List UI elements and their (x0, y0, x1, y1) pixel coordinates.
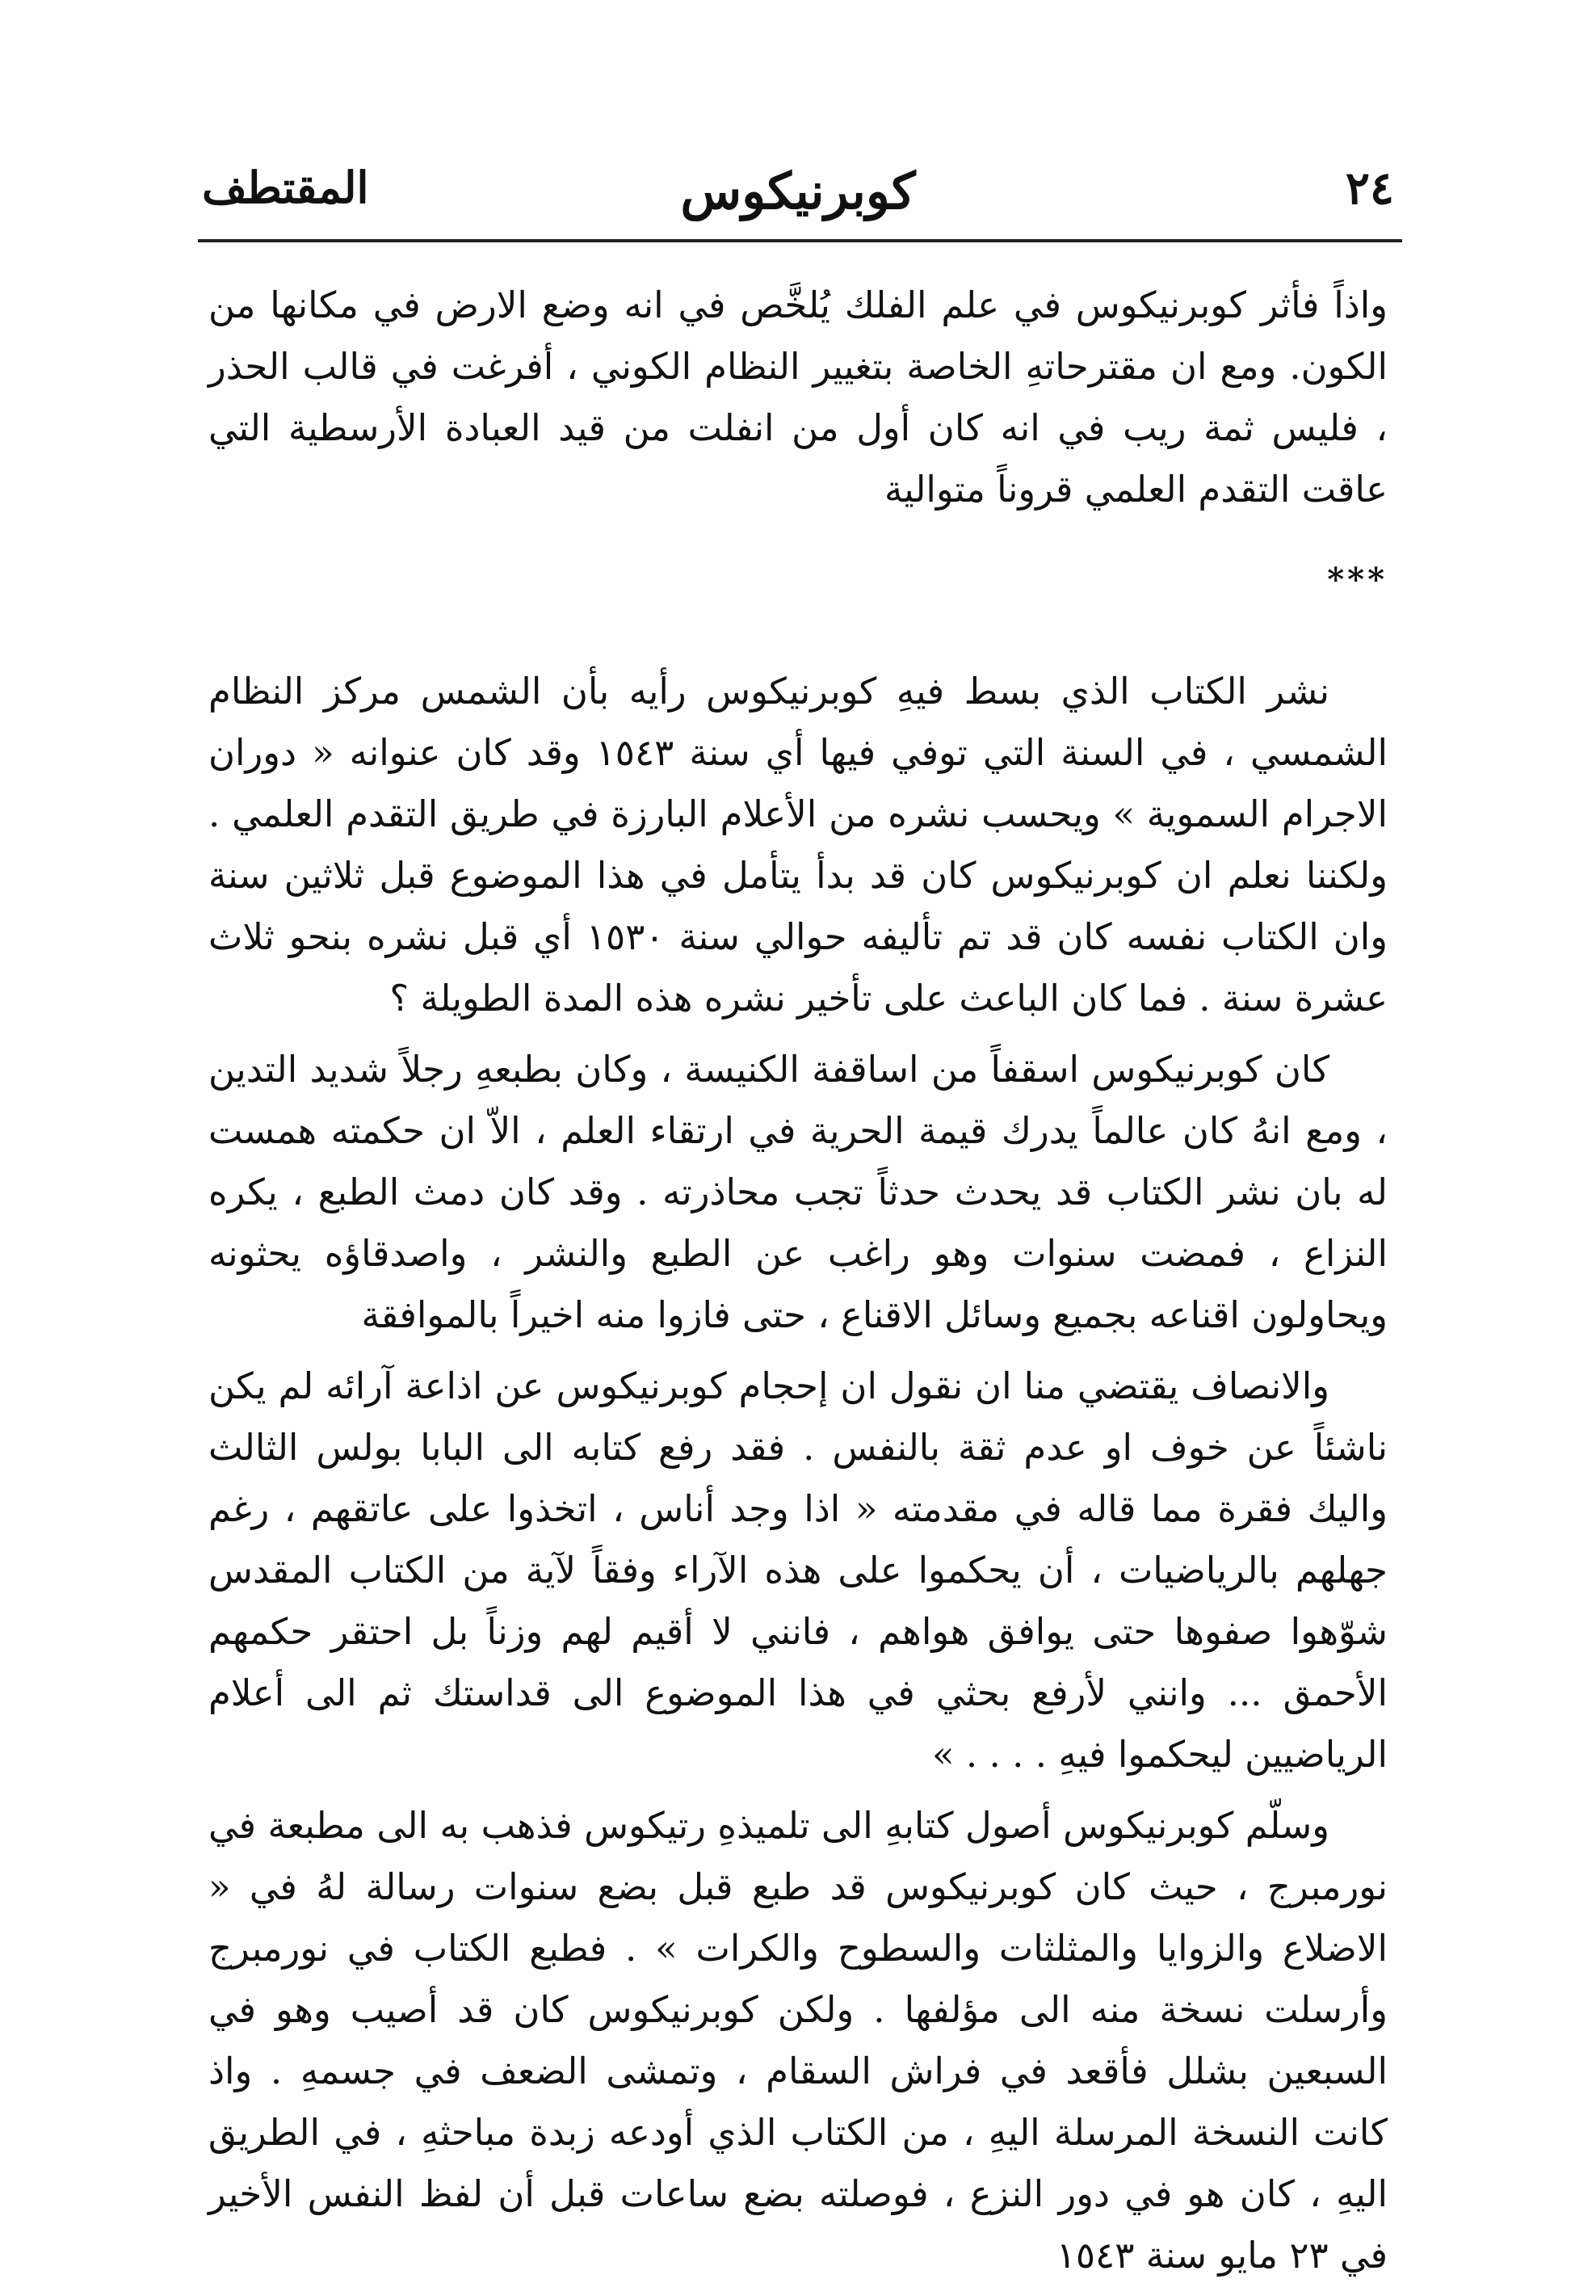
journal-name: المقتطف (202, 162, 369, 213)
section-separator: *** (1327, 561, 1388, 599)
running-head (202, 162, 1394, 226)
page-number: ٢٤ (1345, 162, 1394, 215)
article-body (208, 275, 1388, 2296)
paragraph-5: وسلّم كوبرنيكوس أصول كتابهِ الى تلميذهِ رتيكوس فذهب به الى مطبعة في نورمبرج ، حيث كان كوبرنيكوس قد طبع قبل بضع سنوات رسالة لهُ في « الاضلاع والزوايا والمثلثات والسطوح والكرات » . فطبع الكتاب في نورمبرج وأرسلت نسخة منه الى مؤلفها . ولكن كوبرنيكوس كان قد أصيب وهو في السبعين بشلل فأقعد في فراش السقام ، وتمشى الضعف في جسمهِ . واذ كانت النسخة المرسلة اليهِ ، من الكتاب الذي أودعه زبدة مباحثهِ ، في الطريق اليهِ ، كان هو في دور النزع ، فوصلته بضع ساعات قبل أن لفظ النفس الأخير في ٢٣ مايو سنة ١٥٤٣ (208, 1804, 1388, 2277)
paragraph-4: والانصاف يقتضي منا ان نقول ان إحجام كوبرنيكوس عن اذاعة آرائه لم يكن ناشئاً عن خوف او عدم ثقة بالنفس . فقد رفع كتابه الى البابا بولس الثالث واليك فقرة مما قاله في مقدمته « اذا وجد أناس ، اتخذوا على عاتقهم ، رغم جهلهم بالرياضيات ، أن يحكموا على هذه الآراء وفقاً لآية من الكتاب المقدس شوّهوا صفوها حتى يوافق هواهم ، فانني لا أقيم لهم وزناً بل احتقر حكمهم الأحمق ... وانني لأرفع بحثي في هذا الموضوع الى قداستك ثم الى أعلام الرياضيين ليحكموا فيهِ . . . . » (208, 1365, 1388, 1776)
paragraph-2: نشر الكتاب الذي بسط فيهِ كوبرنيكوس رأيه بأن الشمس مركز النظام الشمسي ، في السنة التي توفي فيها أي سنة ١٥٤٣ وقد كان عنوانه « دوران الاجرام السموية » ويحسب نشره من الأعلام البارزة في طريق التقدم العلمي . ولكننا نعلم ان كوبرنيكوس كان قد بدأ يتأمل في هذا الموضوع قبل ثلاثين سنة وان الكتاب نفسه كان قد تم تأليفه حوالي سنة ١٥٣٠ أي قبل نشره بنحو ثلاث عشرة سنة . فما كان الباعث على تأخير نشره هذه المدة الطويلة ؟ (208, 670, 1388, 1020)
chapter-title: كوبرنيكوس (680, 162, 916, 221)
header-rule (198, 239, 1402, 242)
paragraph-3: كان كوبرنيكوس اسقفاً من اساقفة الكنيسة ، وكان بطبعهِ رجلاً شديد التدين ، ومع انهُ كان عالماً يدرك قيمة الحرية في ارتقاء العلم ، الاّ ان حكمته همست له بان نشر الكتاب قد يحدث حدثاً تجب محاذرته . وقد كان دمث الطبع ، يكره النزاع ، فمضت سنوات وهو راغب عن الطبع والنشر ، واصدقاؤه يحثونه ويحاولون اقناعه بجميع وسائل الاقناع ، حتى فازوا منه اخيراً بالموافقة (208, 1048, 1388, 1336)
paragraph-1: واذاً فأثر كوبرنيكوس في علم الفلك يُلخَّص في انه وضع الارض في مكانها من الكون. ومع ان مقترحاتهِ الخاصة بتغيير النظام الكوني ، أفرغت في قالب الحذر ، فليس ثمة ريب في انه كان أول من انفلت من قيد العبادة الأرسطية التي عاقت التقدم العلمي قروناً متوالية (208, 284, 1388, 511)
